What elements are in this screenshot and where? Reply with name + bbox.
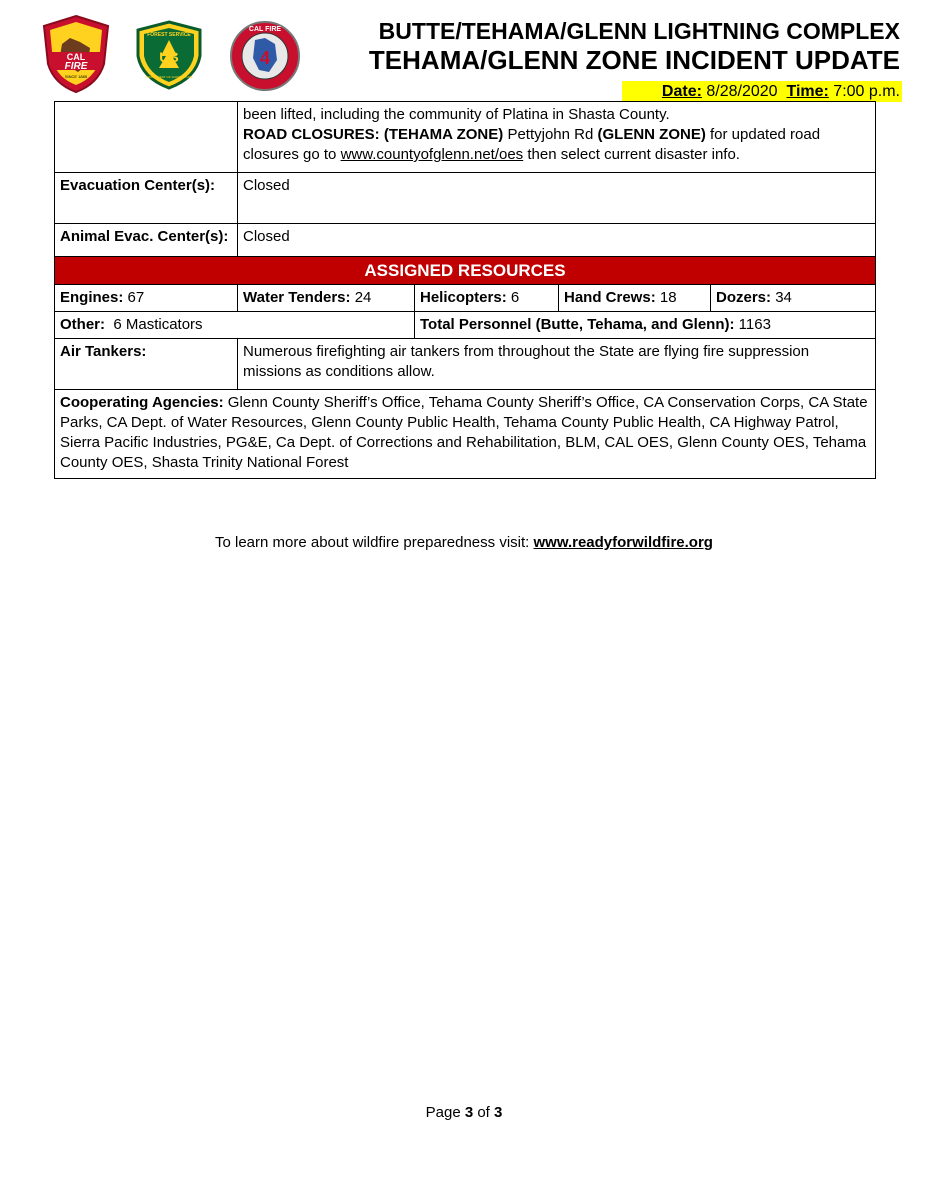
dozers-value: 34 (775, 289, 792, 306)
other-value: 6 Masticators (113, 316, 203, 333)
road-tail-text: then select current disaster info. (523, 146, 740, 163)
animal-center-row (55, 224, 876, 257)
assigned-resources-header-row (55, 257, 876, 285)
hand-crews-value: 18 (659, 289, 677, 306)
helicopters-cell (415, 285, 559, 312)
other-label: Other: (60, 316, 105, 333)
helicopters-label: Helicopters: (420, 289, 507, 306)
incident-table (54, 101, 876, 479)
header-title-line2: TEHAMA/GLENN ZONE INCIDENT UPDATE (368, 45, 900, 75)
preparedness-note (0, 534, 928, 551)
animal-center-value: Closed (238, 224, 876, 257)
air-tankers-value: Numerous firefighting air tankers from throughout the State are flying fire suppression missions as conditions allow. (238, 339, 876, 390)
page-current: 3 (464, 1104, 474, 1121)
cal-fire-logo-text-top: CAL (66, 52, 86, 62)
imt-logo-number: 4 (259, 48, 271, 68)
readyforwildfire-link[interactable]: www.readyforwildfire.org (533, 534, 713, 551)
cal-fire-logo-text-bottom: FIRE (64, 61, 88, 72)
time-label: Time: (786, 83, 829, 100)
helicopters-value: 6 (510, 289, 520, 306)
header-title-line1: BUTTE/TEHAMA/GLENN LIGHTNING COMPLEX (378, 18, 900, 44)
evac-center-label: Evacuation Center(s): (55, 173, 238, 224)
other-personnel-row (55, 312, 876, 339)
total-personnel-label: Total Personnel (Butte, Tehama, and Glenn): (420, 316, 735, 333)
page-mid: of (473, 1104, 495, 1121)
hand-crews-cell (559, 285, 711, 312)
dozers-cell (711, 285, 876, 312)
cal-fire-logo-since: SINCE 1885 (64, 74, 88, 79)
us-forest-service-logo (134, 20, 204, 90)
imt-logo-top: CAL FIRE (248, 26, 282, 33)
total-personnel-value: 1163 (738, 316, 771, 333)
evacuation-text-cell (238, 102, 876, 173)
animal-center-label: Animal Evac. Center(s): (55, 224, 238, 257)
page-number (0, 1104, 928, 1121)
evacuation-center-row (55, 173, 876, 224)
cooperating-agencies-label: Cooperating Agencies: (60, 394, 224, 411)
engines-value: 67 (127, 289, 145, 306)
cal-fire-logo (40, 14, 112, 94)
time-value: 7:00 p.m. (833, 83, 900, 100)
cal-fire-imt4-logo (229, 20, 301, 92)
road-glenn-label: (GLENN ZONE) (597, 126, 706, 143)
water-tenders-value: 24 (354, 289, 372, 306)
air-tankers-label: Air Tankers: (55, 339, 238, 390)
other-cell (55, 312, 415, 339)
preparedness-text: To learn more about wildfire preparedness visit: (215, 534, 534, 551)
page-prefix: Page (425, 1104, 465, 1121)
usfs-logo-bottom: DEPARTMENT OF AGRICULTURE (145, 75, 193, 79)
road-tehama-text: Pettyjohn Rd (503, 126, 598, 143)
dozers-label: Dozers: (716, 289, 772, 306)
total-personnel-cell (415, 312, 876, 339)
road-glenn-text: for updated road closures go to (243, 126, 821, 163)
assigned-resources-title: ASSIGNED RESOURCES (55, 257, 876, 285)
usfs-logo-letters: US (159, 49, 179, 65)
engines-label: Engines: (60, 289, 124, 306)
evacuation-row (55, 102, 876, 173)
water-tenders-label: Water Tenders: (243, 289, 351, 306)
evacuation-continued-text: been lifted, including the community of Platina in Shasta County. (243, 106, 670, 123)
cooperating-agencies-row (55, 390, 876, 479)
date-value: 8/28/2020 (706, 83, 778, 100)
resources-counts-row (55, 285, 876, 312)
cooperating-agencies-text: Glenn County Sheriff’s Office, Tehama County Sheriff’s Office, CA Conservation Corps, CA State Parks, CA Dept. of Water Resources, Glenn County Public Health, Tehama County Public Health, CA Highway Patrol, Sierra Pacific Industries, PG&E, Ca Dept. of Corrections and Rehabilitation, BLM, CAL OES, Glenn County OES, Tehama County OES, Shasta Trinity National Forest (60, 394, 868, 471)
evac-center-value: Closed (238, 173, 876, 224)
cooperating-agencies-cell (55, 390, 876, 479)
water-tenders-cell (238, 285, 415, 312)
engines-cell (55, 285, 238, 312)
page-total: 3 (494, 1104, 503, 1121)
air-tankers-row (55, 339, 876, 390)
evacuation-label-cell (55, 102, 238, 173)
county-glenn-link[interactable]: www.countyofglenn.net/oes (340, 146, 524, 163)
date-label: Date: (661, 83, 702, 100)
road-closures-label: ROAD CLOSURES: (TEHAMA ZONE) (243, 126, 504, 143)
hand-crews-label: Hand Crews: (564, 289, 656, 306)
header-date-time (622, 81, 902, 102)
usfs-logo-top: FOREST SERVICE (147, 32, 191, 38)
